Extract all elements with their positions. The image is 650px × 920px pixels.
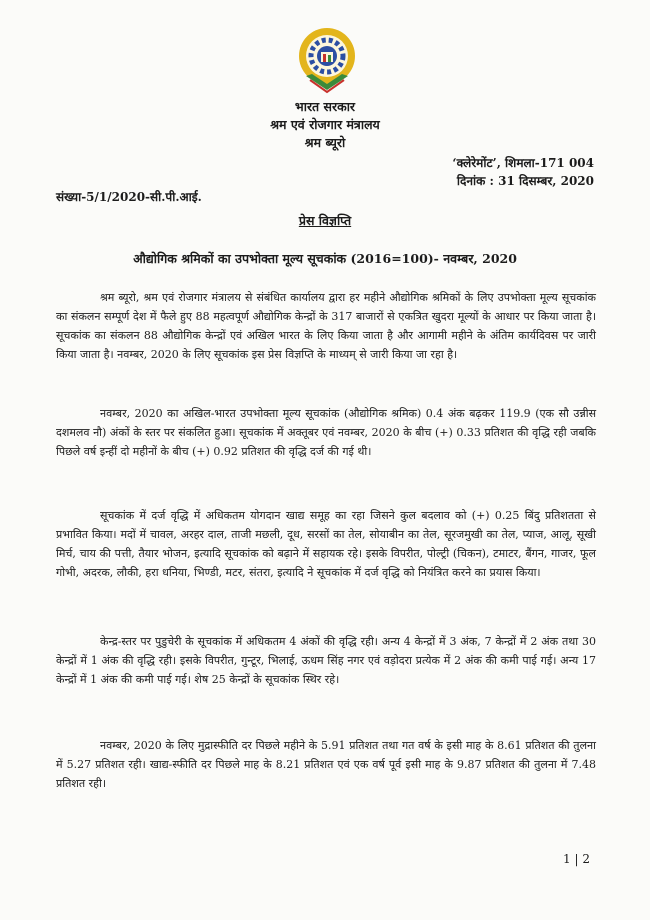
page-number: 1 | 2 xyxy=(563,852,590,866)
press-release-label-text: प्रेस विज्ञप्ति xyxy=(298,213,352,228)
government-line: भारत सरकार xyxy=(294,99,356,114)
release-date: दिनांक : 31 दिसम्बर, 2020 xyxy=(456,174,594,188)
reference-number: संख्या-5/1/2020-सी.पी.आई. xyxy=(56,190,202,204)
paragraph-5: नवम्बर, 2020 के लिए मुद्रास्फीति दर पिछले महीने के 5.91 प्रतिशत तथा गत वर्ष के इसी माह के 8.61 प्रतिशत की तुलना में 5.27 प्रतिशत रही। खाद्य-स्फीति दर पिछले माह के 8.21 प्रतिशत एवं एक वर्ष पूर्व इसी माह के 9.87 प्रतिशत की तुलना में 7.48 प्रतिशत रही। xyxy=(56,739,596,790)
labour-bureau-emblem xyxy=(296,24,358,96)
paragraph-1: श्रम ब्यूरो, श्रम एवं रोजगार मंत्रालय से संबंधित कार्यालय द्वारा हर महीने औद्योगिक श्रमिकों के लिए उपभोक्ता मूल्य सूचकांक का संकलन सम्पूर्ण देश में फैले हुए 88 महत्वपूर्ण औद्योगिक केन्द्रों के 317 बाजारों से एकत्रित खुदरा मूल्यों के आधार पर किया जाता है। सूचकांक का संकलन 88 औद्योगिक केन्द्रों एवं अखिल भारत के लिए किया जाता है और आगामी महीने के अंतिम कार्यदिवस पर जारी किया जाता है। नवम्बर, 2020 के लिए सूचकांक इस प्रेस विज्ञप्ति के माध्यम् से जारी किया जा रहा है। xyxy=(56,291,596,361)
paragraph-4: केन्द्र-स्तर पर पुडुचेरी के सूचकांक में अधिकतम 4 अंकों की वृद्धि रही। अन्य 4 केन्द्रों में 3 अंक, 7 केन्द्रों में 2 अंक तथा 30 केन्द्रों में 1 अंक की वृद्धि रही। इसके विपरीत, गुन्टूर, भिलाई, ऊधम सिंह नगर एवं वड़ोदरा प्रत्येक में 2 अंक की कमी पाई गई। अन्य 17 केन्द्रों में 1 अंक की कमी पाई गई। शेष 25 केन्द्रों के सूचकांक स्थिर रहे। xyxy=(56,635,596,686)
paragraph-2: नवम्बर, 2020 का अखिल-भारत उपभोक्ता मूल्य सूचकांक (औद्योगिक श्रमिक) 0.4 अंक बढ़कर 119.9 (एक सौ उन्नीस दशमलव नौ) अंकों के स्तर पर संकलित हुआ। सूचकांक में अक्तूबर एवं नवम्बर, 2020 के बीच (+) 0.33 प्रतिशत की वृद्धि रही जबकि पिछले वर्ष इन्हीं दो महीनों के बीच (+) 0.92 प्रतिशत की वृद्धि दर्ज की गई थी। xyxy=(56,407,596,458)
press-release-label xyxy=(0,212,650,229)
office-address: ‘क्लेरेमोंट’, शिमला-171 004 xyxy=(452,156,594,170)
paragraph-3: सूचकांक में दर्ज वृद्धि में अधिकतम योगदान खाद्य समूह का रहा जिसने कुल बदलाव को (+) 0.25 बिंदु प्रतिशतता से प्रभावित किया। मदों में चावल, अरहर दाल, ताजी मछली, दूध, सरसों का तेल, सोयाबीन का तेल, सूरजमुखी का तेल, प्याज, आलू, सूखी मिर्च, चाय की पत्ती, तैयार भोजन, इत्यादि सूचकांक को बढ़ाने में सहायक रहे। इसके विपरीत, पोल्ट्री (चिकन), टमाटर, बैंगन, गाजर, फूल गोभी, अदरक, लौकी, हरा धनिया, भिण्डी, मटर, संतरा, इत्यादि ने सूचकांक में दर्ज वृद्धि को नियंत्रित करने का प्रयास किया। xyxy=(56,509,596,579)
document-title: औद्योगिक श्रमिकों का उपभोक्ता मूल्य सूचकांक (2016=100)- नवम्बर, 2020 xyxy=(133,251,517,266)
ministry-line: श्रम एवं रोजगार मंत्रालय xyxy=(270,117,380,132)
bureau-line: श्रम ब्यूरो xyxy=(304,135,346,150)
